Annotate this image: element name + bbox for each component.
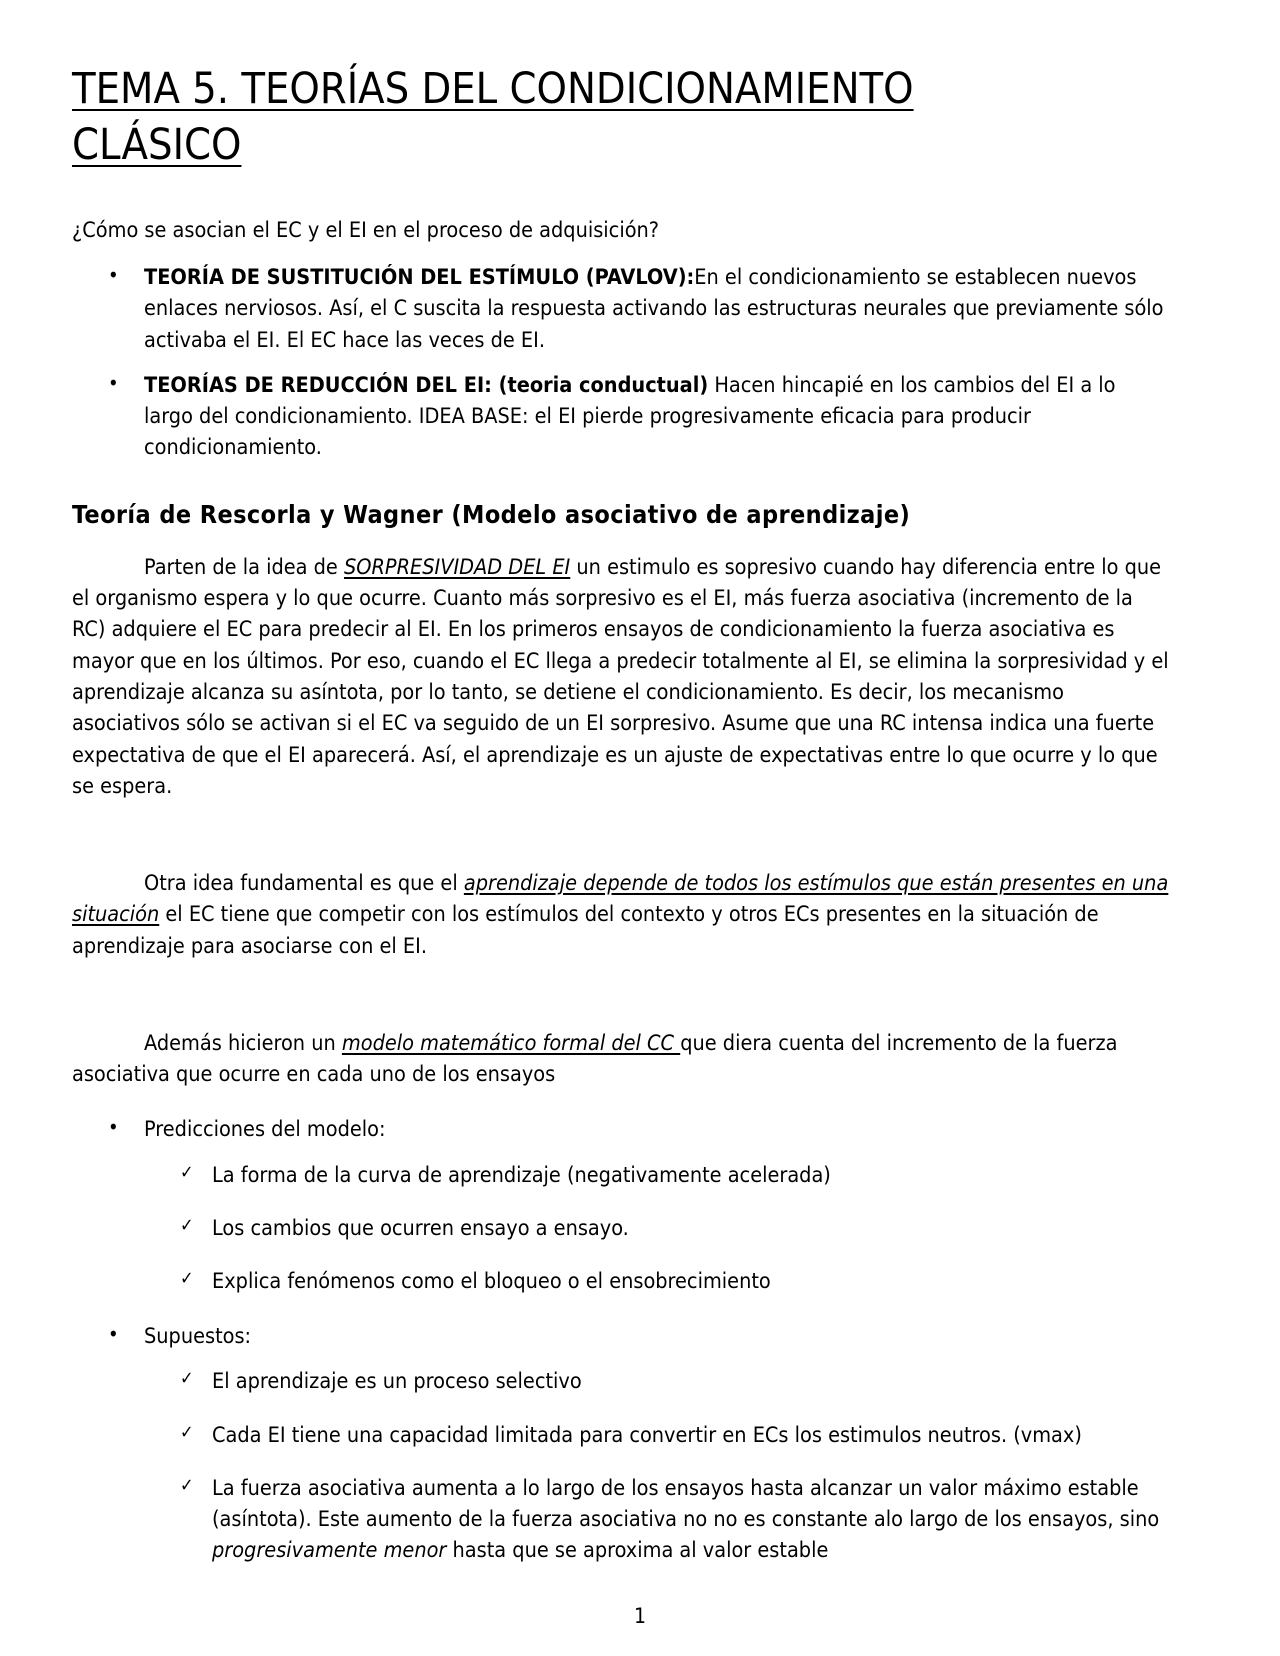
- paragraph-text-after: un estimulo es sopresivo cuando hay diferencia entre lo que el organismo espera y lo que ocurre. Cuanto más sorpresivo es el EI, más fuerza asociativa (incremento de la RC) adquiere el EC para predecir al EI. En los primeros ensayos de condicionamiento la fuerza asociativa es mayor que en los últimos. Por eso, cuando el EC llega a predecir totalmente al EI, se elimina la sorpresividad y el aprendizaje alcanza su asíntota, por lo tanto, se detiene el condicionamiento. Es decir, los mecanismo asociativos sólo se activan si el EC va seguido de un EI sorpresivo. Asume que una RC intensa indica una fuerte expectativa de que el EI aparecerá. Así, el aprendizaje es un ajuste de expectativas entre lo que ocurre y lo que se espera.: [72, 554, 1169, 799]
- list-item-emphasis: progresivamente menor: [212, 1538, 447, 1564]
- spacer: [72, 962, 1170, 1008]
- list-item: [72, 262, 1170, 356]
- list-item-supuestos-heading: • Supuestos:: [72, 1321, 1170, 1352]
- paragraph-text-before: Además hicieron un: [144, 1030, 342, 1056]
- paragraph-text-after: que diera cuenta del incremento de la fuerza asociativa que ocurre en cada uno de los ensayos: [72, 1030, 1118, 1088]
- spacer: [72, 802, 1170, 848]
- list-item: ✓ Los cambios que ocurren ensayo a ensayo.: [72, 1213, 1170, 1244]
- list-item: ✓ Cada EI tiene una capacidad limitada para convertir en ECs los estimulos neutros. (vmax): [72, 1420, 1170, 1451]
- list-item: ✓ La forma de la curva de aprendizaje (negativamente acelerada): [72, 1160, 1170, 1191]
- list-item: ✓ El aprendizaje es un proceso selectivo: [72, 1366, 1170, 1397]
- theories-list: [72, 262, 1170, 463]
- paragraph-text-before: Otra idea fundamental es que el: [144, 871, 464, 897]
- lead-question: ¿Cómo se asocian el EC y el EI en el proceso de adquisición?: [72, 217, 660, 243]
- paragraph-text-after: el EC tiene que competir con los estímulos del contexto y otros ECs presentes en la situación de aprendizaje para asociarse con el EI.: [72, 902, 1099, 959]
- list-item-text-after: hasta que se aproxima al valor estable: [446, 1538, 829, 1564]
- page-number: 1: [633, 1604, 647, 1628]
- list-item-predicciones-heading: • Predicciones del modelo:: [72, 1114, 1170, 1145]
- list-item: [72, 370, 1170, 464]
- supuestos-group: [72, 1321, 1170, 1352]
- list-item: ✓ Explica fenómenos como el bloqueo o el ensobrecimiento: [72, 1266, 1170, 1297]
- list-item: [72, 1473, 1170, 1567]
- list-item-text-before: La fuerza asociativa aumenta a lo largo de los ensayos hasta alcanzar un valor máximo estable (asíntota). Este aumento de la fuerza asociativa no no es constante alo largo de los ensayos, sino: [212, 1475, 1160, 1532]
- paragraph-modelo-matematico: [72, 1028, 1170, 1091]
- section-heading: Teoría de Rescorla y Wagner (Modelo asociativo de aprendizaje): [72, 500, 911, 530]
- predicciones-group: [72, 1114, 1170, 1145]
- theory-label: TEORÍAS DE REDUCCIÓN DEL EI: (teoria conductual): [144, 372, 709, 398]
- paragraph-text-before: Parten de la idea de: [144, 554, 344, 580]
- theory-text: Hacen hincapié en los cambios del EI a lo largo del condicionamiento. IDEA BASE: el EI pierde progresivamente eficacia para producir condicionamiento.: [144, 372, 1116, 461]
- page-title: TEMA 5. TEORÍAS DEL CONDICIONAMIENTO CLÁSICO: [72, 64, 914, 170]
- paragraph-emphasis: modelo matemático formal del CC: [341, 1030, 681, 1056]
- paragraph-otra-idea: [72, 868, 1170, 962]
- paragraph-rescorla-wagner: [72, 552, 1170, 802]
- theory-text: En el condicionamiento se establecen nuevos enlaces nerviosos. Así, el C suscita la respuesta activando las estructuras neurales que previamente sólo activaba el EI. El EC hace las veces de EI.: [144, 265, 1164, 353]
- theory-label: TEORÍA DE SUSTITUCIÓN DEL ESTÍMULO (PAVLOV):: [144, 265, 695, 291]
- predicciones-list: [72, 1160, 1170, 1298]
- paragraph-emphasis: SORPRESIVIDAD DEL EI: [343, 554, 571, 580]
- paragraph-emphasis: aprendizaje depende de todos los estímulos que están presentes en una situación: [72, 871, 1169, 928]
- supuestos-list: [72, 1366, 1170, 1566]
